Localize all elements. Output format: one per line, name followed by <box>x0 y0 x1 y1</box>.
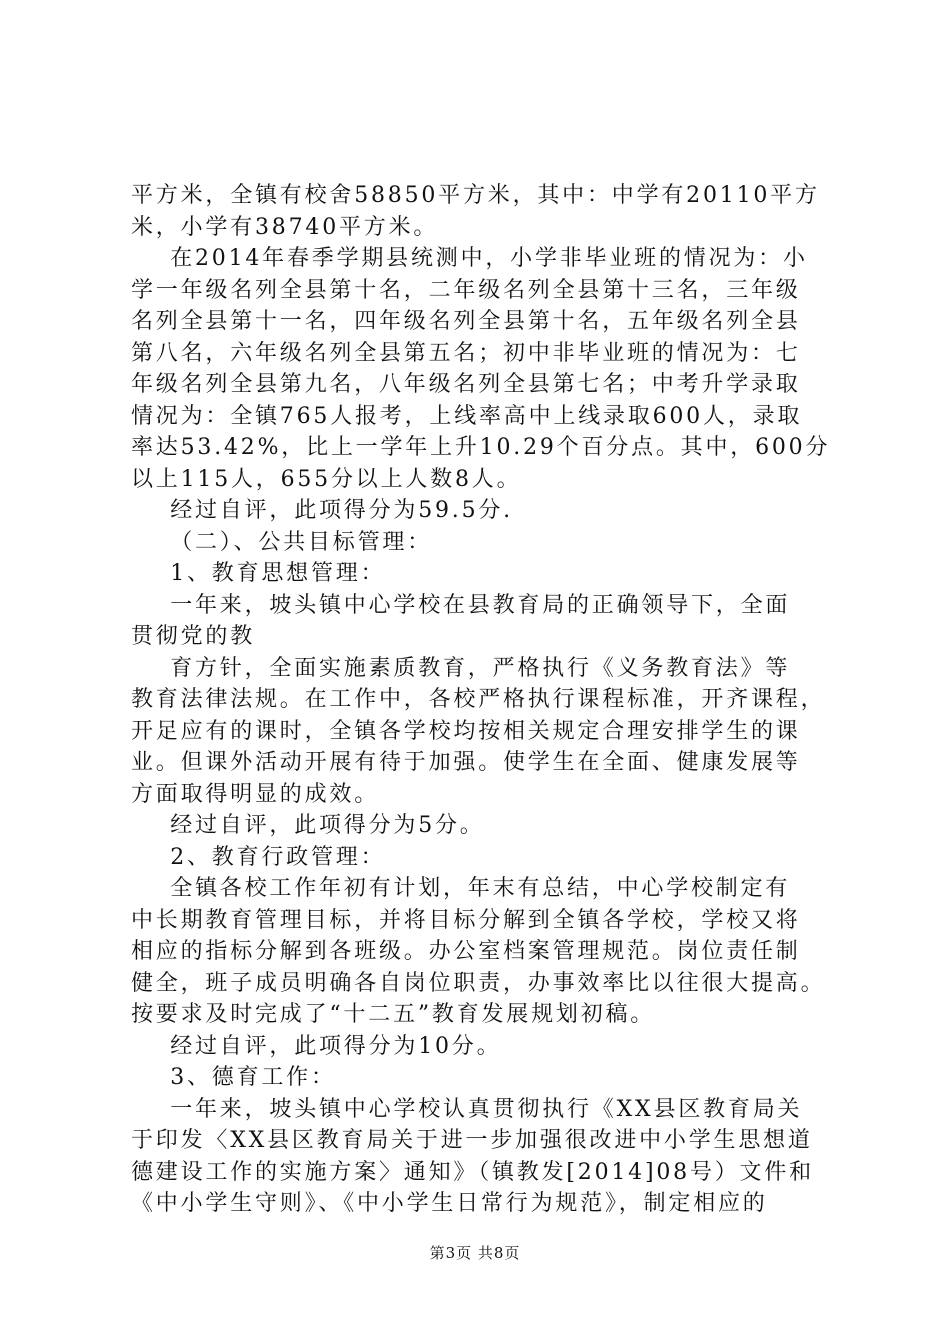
text-line: 学一年级名列全县第十名，二年级名列全县第十三名，三年级 <box>131 277 801 303</box>
text-line: 德建设工作的实施方案〉通知》（镇教发[2014]08号）文件和 <box>131 1159 814 1185</box>
text-line: 于印发〈XX县区教育局关于进一步加强很改进中小学生思想道 <box>131 1128 813 1153</box>
text-line: 平方米，全镇有校舍58850平方米，其中：中学有20110平方 <box>131 183 820 208</box>
text-line: 《中小学生守则》、《中小学生日常行为规范》，制定相应的 <box>131 1191 768 1216</box>
text-line: 开足应有的课时，全镇各学校均按相关规定合理安排学生的课 <box>131 718 801 744</box>
document-body <box>131 180 831 1220</box>
text-line: 教育法律法规。在工作中，各校严格执行课程标准，开齐课程， <box>131 687 826 712</box>
text-line: 年级名列全县第九名，八年级名列全县第七名；中考升学录取 <box>131 372 801 397</box>
text-line: 按要求及时完成了“十二五”教育发展规划初稿。 <box>131 1002 656 1027</box>
page-footer: 第3页 共8页 <box>429 1244 521 1262</box>
text-line: 一年来，坡头镇中心学校在县教育局的正确领导下，全面 <box>131 592 791 618</box>
text-line: 全镇各校工作年初有计划，年末有总结，中心学校制定有 <box>131 876 791 901</box>
text-line: 经过自评，此项得分为10分。 <box>131 1033 502 1059</box>
text-line: 3、德育工作： <box>131 1065 336 1090</box>
text-line: （二）、公共目标管理： <box>131 529 432 555</box>
text-line: 1、教育思想管理： <box>131 561 386 586</box>
text-line: 情况为：全镇765人报考，上线率高中上线录取600人，录取 <box>131 403 803 429</box>
text-line: 经过自评，此项得分为59.5分. <box>131 498 513 523</box>
text-line: 贯彻党的教 <box>131 624 256 649</box>
text-line: 育方针，全面实施素质教育，严格执行《义务教育法》等 <box>131 655 791 681</box>
text-line: 第八名，六年级名列全县第五名；初中非毕业班的情况为：七 <box>131 340 801 366</box>
text-line: 相应的指标分解到各班级。办公室档案管理规范。岗位责任制 <box>131 939 801 964</box>
text-line: 名列全县第十一名，四年级名列全县第十名，五年级名列全县 <box>131 309 801 334</box>
text-line: 中长期教育管理目标，并将目标分解到全镇各学校，学校又将 <box>131 907 801 933</box>
text-line: 率达53.42%，比上一学年上升10.29个百分点。其中，600分 <box>131 435 831 460</box>
text-line: 健全，班子成员明确各自岗位职责，办事效率比以往很大提高。 <box>131 970 826 996</box>
text-line: 以上115人，655分以上人数8人。 <box>131 466 522 492</box>
text-line: 2、教育行政管理： <box>131 844 386 870</box>
text-line: 方面取得明显的成效。 <box>131 781 380 807</box>
text-line: 在2014年春季学期县统测中，小学非毕业班的情况为：小 <box>131 246 808 271</box>
text-line: 米，小学有38740平方米。 <box>131 214 439 240</box>
text-line: 一年来，坡头镇中心学校认真贯彻执行《XX县区教育局关 <box>131 1096 803 1122</box>
text-line: 业。但课外活动开展有待于加强。使学生在全面、健康发展等 <box>131 750 801 775</box>
text-line: 经过自评，此项得分为5分。 <box>131 813 485 838</box>
